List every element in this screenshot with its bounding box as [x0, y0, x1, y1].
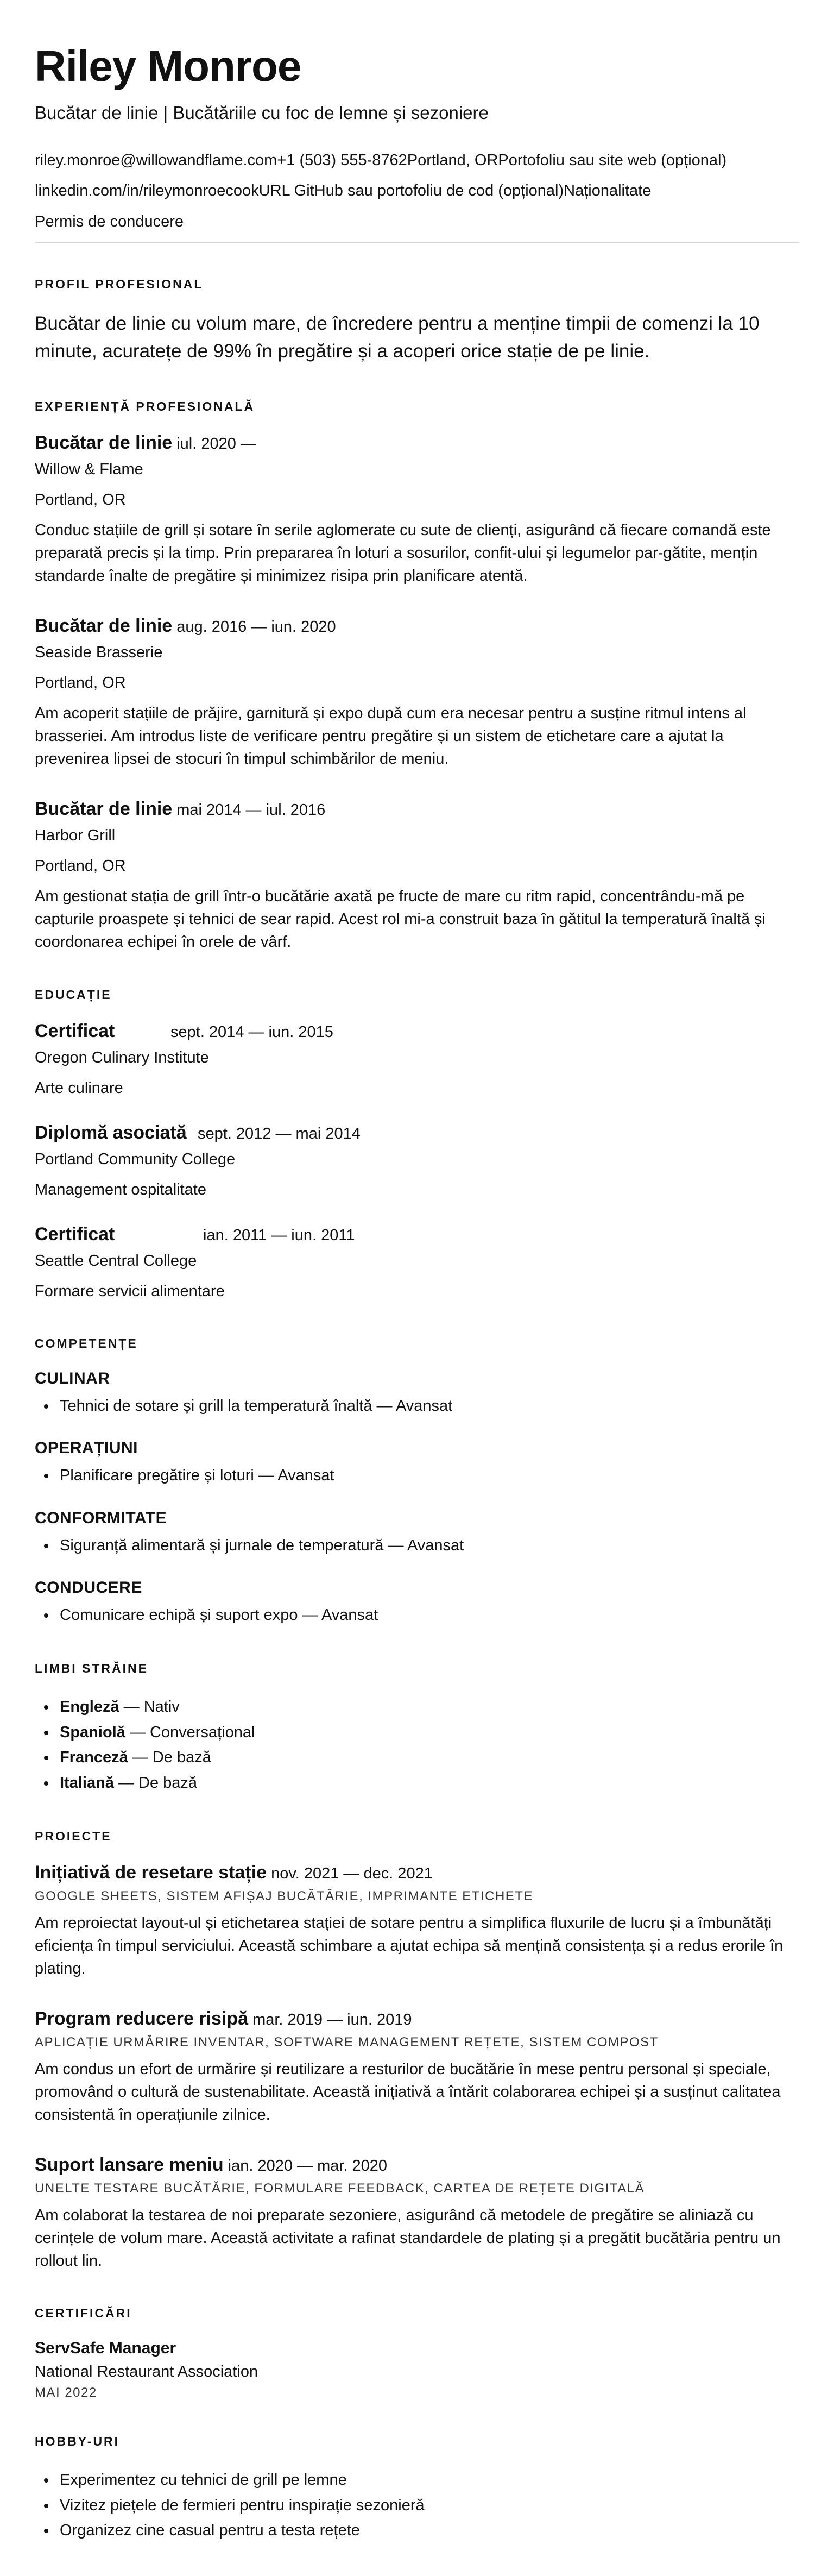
projects-section: [35, 1829, 799, 2272]
language-list: [35, 1694, 799, 1795]
skill-category: [35, 1579, 799, 1628]
job-dates: mai 2014 — iul. 2016: [176, 801, 326, 819]
job-company: Willow & Flame: [35, 460, 143, 478]
project-dates: mar. 2019 — iun. 2019: [252, 2011, 412, 2029]
summary-section: [35, 277, 799, 366]
skill-list: [35, 1603, 799, 1628]
project-tech: GOOGLE SHEETS, SISTEM AFIȘAJ BUCĂTĂRIE, IMPRIMANTE ETICHETE: [35, 1888, 533, 1903]
job-company: Harbor Grill: [35, 827, 116, 845]
study-field: Management ospitalitate: [35, 1180, 206, 1198]
experience-section: [35, 399, 799, 954]
project-name: Program reducere risipă: [35, 2008, 249, 2030]
education-entry: [35, 1122, 799, 1201]
project-tech: APLICAȚIE URMĂRIRE INVENTAR, SOFTWARE MANAGEMENT REȚETE, SISTEM COMPOST: [35, 2035, 659, 2050]
contact-row-license: [35, 211, 799, 233]
skill-category-name: CULINAR: [35, 1369, 110, 1387]
project-description: Am condus un efort de urmărire și reutilizare a resturilor de bucătărie în mese pentru personal și speciale, promovând o cultură de sustenabilitate. Această inițiativă a întărit colaborarea echipei și a susținut calitatea consistentă în operațiunile zilnice.: [35, 2060, 781, 2124]
language-item: [56, 1770, 799, 1795]
entry-title-line: [35, 2008, 799, 2030]
language-level: — Nativ: [119, 1698, 180, 1716]
skill-category: [35, 1369, 799, 1418]
language-item: [56, 1745, 799, 1770]
job-title: Bucătar de linie: [35, 799, 173, 820]
project-name: Suport lansare meniu: [35, 2154, 224, 2176]
contact-github: URL GitHub sau portofoliu de cod (opțional): [258, 182, 564, 200]
hobby-list: [35, 2467, 799, 2543]
study-field: Formare servicii alimentare: [35, 1282, 225, 1300]
language-name: Spaniolă: [60, 1723, 125, 1741]
section-title: PROFIL PROFESIONAL: [35, 277, 204, 292]
experience-entry: [35, 615, 799, 770]
languages-section: [35, 1661, 799, 1795]
job-description: Conduc stațiile de grill și sotare în serile aglomerate cu sute de clienți, asigurând că fiecare comandă este preparată precis și la timp. Prin prepararea în loturi a sosurilor, confit-ului și legumelor par-gătite, mențin standarde înalte de pregătire și minimizez risipa prin planificare atentă.: [35, 521, 771, 585]
job-description: Am acoperit stațiile de prăjire, garnitură și expo după cum era necesar pentru a susține ritmul intens al brasseriei. Am introdus liste de verificare pentru pregătire și un sistem de etichetare care a ajutat la prevenirea lipsei de stocuri în timpul schimbărilor de meniu.: [35, 705, 747, 768]
candidate-name: Riley Monroe: [35, 42, 301, 90]
entry-title-line: [35, 1122, 799, 1144]
project-entry: [35, 1862, 799, 1980]
entry-title-line: [35, 1021, 799, 1042]
education-entry: [35, 1021, 799, 1099]
degree-title: Diplomă asociată: [35, 1122, 187, 1143]
language-item: [56, 1694, 799, 1719]
degree-title: Certificat: [35, 1223, 115, 1245]
skill-list: [35, 1393, 799, 1418]
skill-item: • Siguranță alimentară și jurnale de temperatură — Avansat: [56, 1533, 799, 1558]
hobby-item: • Vizitez piețele de fermieri pentru inspirație sezonieră: [56, 2493, 799, 2518]
skills-section: [35, 1336, 799, 1628]
section-title: CERTIFICĂRI: [35, 2306, 132, 2321]
job-location: Portland, OR: [35, 857, 126, 875]
language-level: — De bază: [113, 1774, 198, 1792]
resume-header: [35, 43, 799, 243]
skill-category: [35, 1439, 799, 1488]
job-location: Portland, OR: [35, 491, 126, 508]
skill-list: [35, 1463, 799, 1488]
language-name: Franceză: [60, 1749, 128, 1767]
job-dates: aug. 2016 — iun. 2020: [176, 618, 336, 636]
contact-linkedin: linkedin.com/in/rileymonroecook: [35, 182, 259, 200]
contact-row-secondary: [35, 180, 799, 202]
hobby-item: • Experimentez cu tehnici de grill pe lemne: [56, 2467, 799, 2492]
job-title: Bucătar de linie: [35, 432, 173, 453]
job-dates: iul. 2020 —: [176, 435, 256, 453]
language-name: Engleză: [60, 1698, 119, 1716]
job-location: Portland, OR: [35, 674, 126, 692]
certification-issuer: National Restaurant Association: [35, 2363, 258, 2381]
skill-item: • Comunicare echipă și suport expo — Avansat: [56, 1603, 799, 1628]
section-title: COMPETENȚE: [35, 1336, 138, 1350]
skill-category: [35, 1509, 799, 1558]
job-company: Seaside Brasserie: [35, 644, 163, 662]
education-dates: ian. 2011 — iun. 2011: [203, 1226, 355, 1244]
contact-website: Portofoliu sau site web (opțional): [498, 151, 727, 169]
job-title: Bucătar de linie: [35, 615, 173, 637]
education-entry: [35, 1224, 799, 1303]
contact-license: Permis de conducere: [35, 212, 184, 230]
project-name: Inițiativă de resetare stație: [35, 1862, 267, 1883]
contact-phone: +1 (503) 555-8762: [277, 151, 407, 169]
language-item: [56, 1720, 799, 1745]
contact-email: riley.monroe@willowandflame.com: [35, 151, 277, 169]
section-title: EDUCAȚIE: [35, 987, 112, 1002]
job-description: Am gestionat stația de grill într-o bucătărie axată pe fructe de mare cu ritm rapid, concentrându-mă pe capturile proaspete și tehnici de sear rapid. Acest rol mi-a construit baza în gătitul la temperatură înaltă și coordonarea echipei în orele de vârf.: [35, 888, 766, 951]
education-dates: sept. 2012 — mai 2014: [198, 1124, 361, 1142]
section-title: PROIECTE: [35, 1829, 112, 1843]
experience-entry: [35, 432, 799, 587]
certification-name: ServSafe Manager: [35, 2339, 176, 2358]
entry-title-line: [35, 1862, 799, 1883]
degree-title: Certificat: [35, 1020, 115, 1041]
project-tech: UNELTE TESTARE BUCĂTĂRIE, FORMULARE FEEDBACK, CARTEA DE REȚETE DIGITALĂ: [35, 2181, 645, 2196]
section-title: LIMBI STRĂINE: [35, 1661, 148, 1676]
language-level: — De bază: [128, 1749, 211, 1767]
skill-list: [35, 1533, 799, 1558]
section-title: HOBBY-URI: [35, 2434, 120, 2449]
school-name: Portland Community College: [35, 1150, 236, 1168]
experience-entry: [35, 799, 799, 953]
entry-title-line: [35, 2154, 799, 2176]
skill-item: • Tehnici de sotare și grill la temperatură înaltă — Avansat: [56, 1393, 799, 1418]
contact-nationality: Naționalitate: [564, 182, 652, 200]
skill-category-name: OPERAȚIUNI: [35, 1439, 138, 1457]
project-description: Am reproiectat layout-ul și etichetarea stației de sotare pentru a simplifica fluxurile de lucru și a îmbunătăți eficiența în timpul serviciului. Această schimbare a ajutat echipa să mențină consistența și a redus erorile în plating.: [35, 1914, 784, 1978]
skill-item: • Planificare pregătire și loturi — Avansat: [56, 1463, 799, 1488]
project-entry: [35, 2154, 799, 2272]
contact-location: Portland, OR: [407, 151, 498, 169]
certification-date: MAI 2022: [35, 2385, 97, 2401]
certification-entry: [35, 2339, 799, 2401]
school-name: Oregon Culinary Institute: [35, 1048, 209, 1066]
language-level: — Conversațional: [125, 1723, 255, 1741]
study-field: Arte culinare: [35, 1079, 123, 1097]
summary-text: Bucătar de linie cu volum mare, de încredere pentru a menține timpii de comenzi la 10 minute, acuratețe de 99% în pregătire și a acoperi orice stație de pe linie.: [35, 313, 760, 362]
project-entry: [35, 2008, 799, 2126]
language-name: Italiană: [60, 1774, 114, 1792]
entry-title-line: [35, 1224, 799, 1245]
hobbies-section: [35, 2434, 799, 2543]
contact-row-primary: [35, 149, 799, 172]
skill-category-name: CONDUCERE: [35, 1578, 142, 1597]
school-name: Seattle Central College: [35, 1252, 197, 1270]
skill-category-name: CONFORMITATE: [35, 1509, 167, 1527]
project-dates: nov. 2021 — dec. 2021: [271, 1864, 433, 1882]
hobby-item: • Organizez cine casual pentru a testa rețete: [56, 2518, 799, 2543]
section-title: EXPERIENȚĂ PROFESIONALĂ: [35, 399, 255, 413]
entry-title-line: [35, 799, 799, 820]
project-dates: ian. 2020 — mar. 2020: [228, 2157, 388, 2175]
certifications-section: [35, 2306, 799, 2401]
education-section: [35, 988, 799, 1303]
education-dates: sept. 2014 — iun. 2015: [170, 1023, 333, 1041]
project-description: Am colaborat la testarea de noi preparate sezoniere, asigurând că metodele de pregătire se aliniază cu cerințele de volum mare. Această activitate a rafinat standardele de plating și a pregătit bucătăria pentru un rollout lin.: [35, 2207, 781, 2270]
entry-title-line: [35, 432, 799, 454]
entry-title-line: [35, 615, 799, 637]
candidate-headline: Bucătar de linie | Bucătăriile cu foc de lemne și sezoniere: [35, 103, 489, 123]
